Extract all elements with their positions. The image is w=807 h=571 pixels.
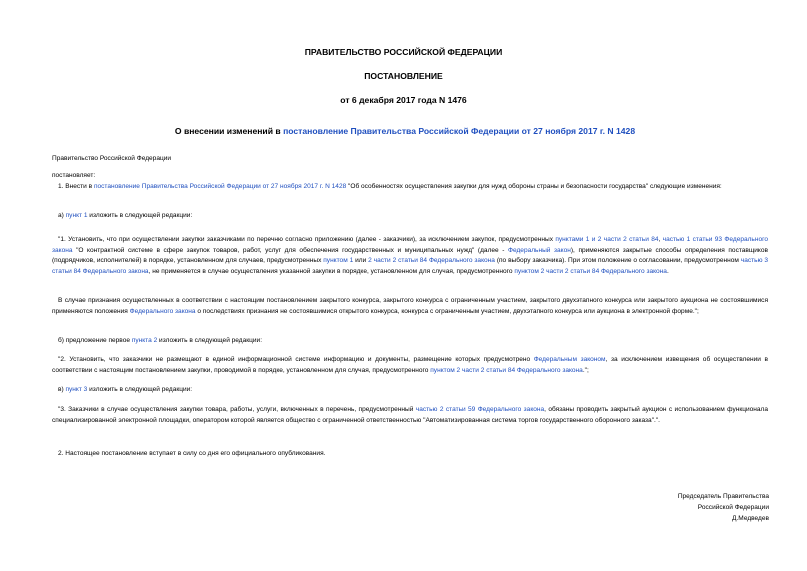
item-b: б) предложение первое пункта 2 изложить в следующей редакции: xyxy=(58,337,263,344)
quote-1-link-6[interactable]: частью 3 статьи 84 Федерального закона xyxy=(52,257,769,275)
decides-text: постановляет: xyxy=(52,172,96,179)
item-a-link[interactable]: пункт 1 xyxy=(65,212,88,219)
item-a: а) пункт 1 изложить в следующей редакции: xyxy=(58,212,193,219)
quote-3: "3. Заказчики в случае осуществления закупки товара, работы, услуги, включенных в перечень, предусмотренный частью 2 статьи 59 Федерального закона, обязаны проводить закрытый аукцион с использованием функционала специализированной электронной площадки, оператором которой является общество с ограниченной ответственностью "Автоматизированная система торгов государственного оборонного заказа".". xyxy=(52,406,768,424)
quote-1-link-5[interactable]: 2 части 2 статьи 84 Федерального закона xyxy=(368,257,495,264)
item-v-link[interactable]: пункт 3 xyxy=(65,386,88,393)
resolution-link[interactable]: постановление Правительства Российской Федерации от 27 ноября 2017 г. N 1428 xyxy=(93,183,347,190)
quote-2-link-2[interactable]: пунктом 2 части 2 статьи 84 Федерального закона xyxy=(430,366,583,374)
quote-2-link-1[interactable]: Федеральным законом xyxy=(533,356,606,363)
quote-3-link[interactable]: частью 2 статьи 59 Федерального закона xyxy=(415,406,545,413)
paragraph-2: 2. Настоящее постановление вступает в силу со дня его официального опубликования. xyxy=(58,450,326,457)
quote-1: "1. Установить, что при осуществлении закупки заказчиками по перечню согласно приложению (далее - заказчики), за исключением закупок, предусмотренных пунктами 1 и 2 части 2 статьи 84, частью 1 статьи 93 Федерального закона "О контрактной системе в сфере закупок товаров, работ, услуг для обеспечения государственных и муниципальных нужд" (далее - Федеральный закон), применяются закрытые способы определения поставщиков (подрядчиков, исполнителей) в порядке, установленном для случаев, предусмотренных пунктом 1 или 2 части 2 статьи 84 Федерального закона (по выбору заказчика). При этом положение о согласовании, предусмотренном частью 3 статьи 84 Федерального закона, не применяется в случае осуществления указанной закупки в порядке, установленном для случая, предусмотренного пунктом 2 части 2 статьи 84 Федерального закона. xyxy=(52,236,769,275)
signature-name: Д.Медведев xyxy=(732,515,769,522)
paragraph-1: 1. Внести в постановление Правительства Российской Федерации от 27 ноября 2017 г. N 1428 "Об особенностях осуществления закупки для нужд обороны страны и безопасности государства" следующие изменения: xyxy=(58,183,722,190)
government-heading: ПРАВИТЕЛЬСТВО РОССИЙСКОЙ ФЕДЕРАЦИИ xyxy=(304,47,503,57)
document-date: от 6 декабря 2017 года N 1476 xyxy=(340,95,467,105)
quote-1b-link[interactable]: Федерального закона xyxy=(129,307,196,315)
signature-line-1: Председатель Правительства xyxy=(677,493,769,500)
quote-1-link-1[interactable]: пунктами 1 и 2 части 2 статьи 84 xyxy=(555,236,659,243)
title-link[interactable]: постановление Правительства Российской Федерации от 27 ноября 2017 г. N 1428 xyxy=(283,126,636,136)
document-title: О внесении изменений в постановление Правительства Российской Федерации от 27 ноября 2017 г. N 1428 xyxy=(174,126,636,136)
quote-1-link-4[interactable]: пунктом 1 xyxy=(323,257,354,264)
item-v: в) пункт 3 изложить в следующей редакции: xyxy=(58,386,193,393)
issuer-text: Правительство Российской Федерации xyxy=(52,155,172,162)
document-type: ПОСТАНОВЛЕНИЕ xyxy=(364,71,443,81)
signature-block xyxy=(569,491,769,524)
item-b-link[interactable]: пункта 2 xyxy=(131,337,158,344)
quote-2: "2. Установить, что заказчики не размещают в единой информационной системе информацию и документы, размещение которых предусмотрено Федеральным законом, за исключением извещения об осуществлении в соответствии с настоящим постановлением закупки, проводимой в порядке, установленном для случая, предусмотренного пунктом 2 части 2 статьи 84 Федерального закона."; xyxy=(52,356,768,374)
signature-line-2: Российской Федерации xyxy=(697,504,769,511)
quote-1-link-2[interactable]: частью 1 статьи 93 Федерального закона xyxy=(52,236,768,254)
quote-1-link-3[interactable]: Федеральный закон xyxy=(508,246,571,254)
quote-1-link-7[interactable]: пунктом 2 части 2 статьи 84 Федерального закона xyxy=(514,267,667,275)
quote-1-paragraph-2: В случае признания осуществленных в соответствии с настоящим постановлением закрытого конкурса, закрытого конкурса с ограниченным участием, закрытого двухэтапного конкурса или закрытого аукциона не состоявшимися применяются положения Федерального закона о последствиях признания не состоявшимися открытого конкурса, конкурса с ограниченным участием, двухэтапного конкурса или аукциона в электронной форме."; xyxy=(52,297,768,315)
